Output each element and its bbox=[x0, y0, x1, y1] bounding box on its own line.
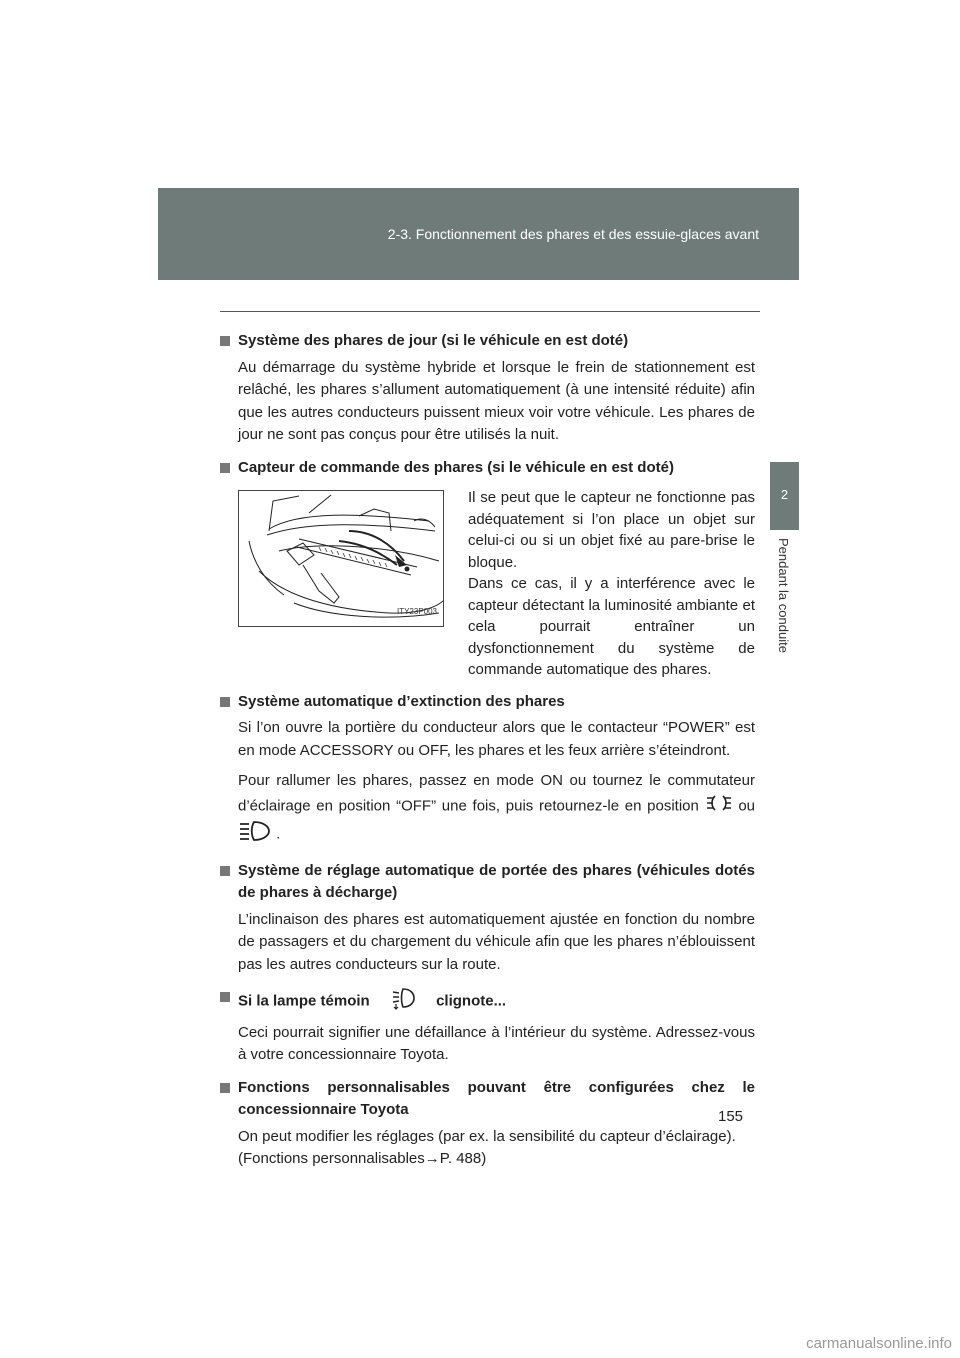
heading-text: Système des phares de jour (si le véhicule en est doté) bbox=[238, 332, 629, 349]
bullet-square-icon bbox=[220, 992, 230, 1002]
watermark: carmanualsonline.info bbox=[806, 1335, 952, 1352]
paragraph: L’inclinaison des phares est automatiquement ajustée en fonction du nombre de passagers et du chargement du véhicule afin que les phares n’éblouissent pas les autres conducteurs sur la route. bbox=[238, 910, 755, 973]
paragraph: Dans ce cas, il y a interférence avec le capteur détectant la luminosité ambiante et cela pourrait entraîner un dysfonctionnement du système de commande automatique des phares. bbox=[468, 575, 755, 678]
section-auto-off bbox=[220, 691, 755, 850]
paragraph-text: . bbox=[276, 825, 281, 843]
reference-line bbox=[238, 1148, 755, 1171]
figure-caption: ITY23P003 bbox=[396, 606, 437, 616]
section-light-sensor bbox=[220, 457, 755, 681]
section-heading bbox=[220, 457, 755, 480]
paragraph: Ceci pourrait signifier une défaillance à l’intérieur du système. Adressez-vous à votre concessionnaire Toyota. bbox=[238, 1023, 755, 1063]
section-heading bbox=[220, 1077, 755, 1122]
section-heading bbox=[220, 986, 755, 1018]
tail-lamp-icon bbox=[705, 793, 733, 821]
section-custom-functions bbox=[220, 1077, 755, 1171]
chapter-label: Pendant la conduite bbox=[776, 538, 791, 653]
figure-row bbox=[238, 487, 755, 681]
headlamp-icon bbox=[238, 820, 272, 850]
section-warning-lamp bbox=[220, 986, 755, 1067]
header-band bbox=[158, 188, 799, 280]
paragraph: Si l’on ouvre la portière du conducteur alors que le contacteur “POWER” est en mode ACCESSORY ou OFF, les phares et les feux arrière s’éteindront. bbox=[238, 719, 755, 759]
section-auto-leveling bbox=[220, 860, 755, 977]
heading-text: Fonctions personnalisables pouvant être configurées chez le concessionnaire Toyota bbox=[238, 1078, 755, 1118]
page-reference-link[interactable]: P. 488) bbox=[439, 1150, 487, 1167]
heading-text-b: clignote... bbox=[436, 992, 507, 1010]
header-title: 2-3. Fonctionnement des phares et des essuie-glaces avant bbox=[387, 226, 759, 242]
paragraph-text: Pour rallumer les phares, passez en mode ON ou tournez le commutateur d’éclairage en position “OFF” une fois, puis retournez-le en position bbox=[238, 772, 755, 815]
section-daytime-lights bbox=[220, 330, 755, 447]
heading-text: Système de réglage automatique de portée des phares (véhicules dotés de phares à décharge) bbox=[238, 861, 755, 901]
right-arrow-icon: → bbox=[424, 1150, 440, 1167]
paragraph: Il se peut que le capteur ne fonctionne pas adéquatement si l’on place un objet sur celui-ci ou si un objet fixé au pare-brise le bloque. bbox=[468, 489, 755, 571]
section-heading bbox=[220, 330, 755, 353]
header-rule bbox=[220, 311, 760, 312]
heading-text bbox=[238, 986, 755, 1018]
section-heading bbox=[220, 860, 755, 905]
page-content bbox=[220, 330, 755, 1181]
page-number: 155 bbox=[718, 1108, 744, 1125]
heading-text: Système automatique d’extinction des phares bbox=[238, 692, 565, 710]
sensor-illustration bbox=[238, 490, 444, 627]
paragraph-line: On peut modifier les réglages (par ex. la sensibilité du capteur d’éclairage). bbox=[238, 1127, 736, 1145]
paragraph bbox=[238, 1126, 755, 1171]
chapter-tab bbox=[770, 462, 799, 530]
bullet-square-icon bbox=[220, 697, 230, 707]
reference-text: (Fonctions personnalisables bbox=[238, 1150, 425, 1167]
heading-text: Capteur de commande des phares (si le véhicule en est doté) bbox=[238, 458, 674, 476]
headlamp-leveling-icon bbox=[390, 986, 416, 1018]
bullet-square-icon bbox=[220, 463, 230, 473]
paragraph: Au démarrage du système hybride et lorsque le frein de stationnement est relâché, les phares s’allument automatiquement (à une intensité réduite) afin que les autres conducteurs puissent mieux voir votre véhicule. Les phares de jour ne sont pas conçus pour être utilisés la nuit. bbox=[238, 358, 755, 443]
bullet-square-icon bbox=[220, 336, 230, 346]
bullet-square-icon bbox=[220, 1083, 230, 1093]
section-heading bbox=[220, 691, 755, 714]
paragraph-text: ou bbox=[738, 797, 755, 815]
heading-text-a: Si la lampe témoin bbox=[238, 992, 370, 1010]
sensor-text bbox=[468, 487, 755, 681]
chapter-number: 2 bbox=[780, 487, 789, 502]
paragraph bbox=[238, 770, 755, 850]
bullet-square-icon bbox=[220, 866, 230, 876]
